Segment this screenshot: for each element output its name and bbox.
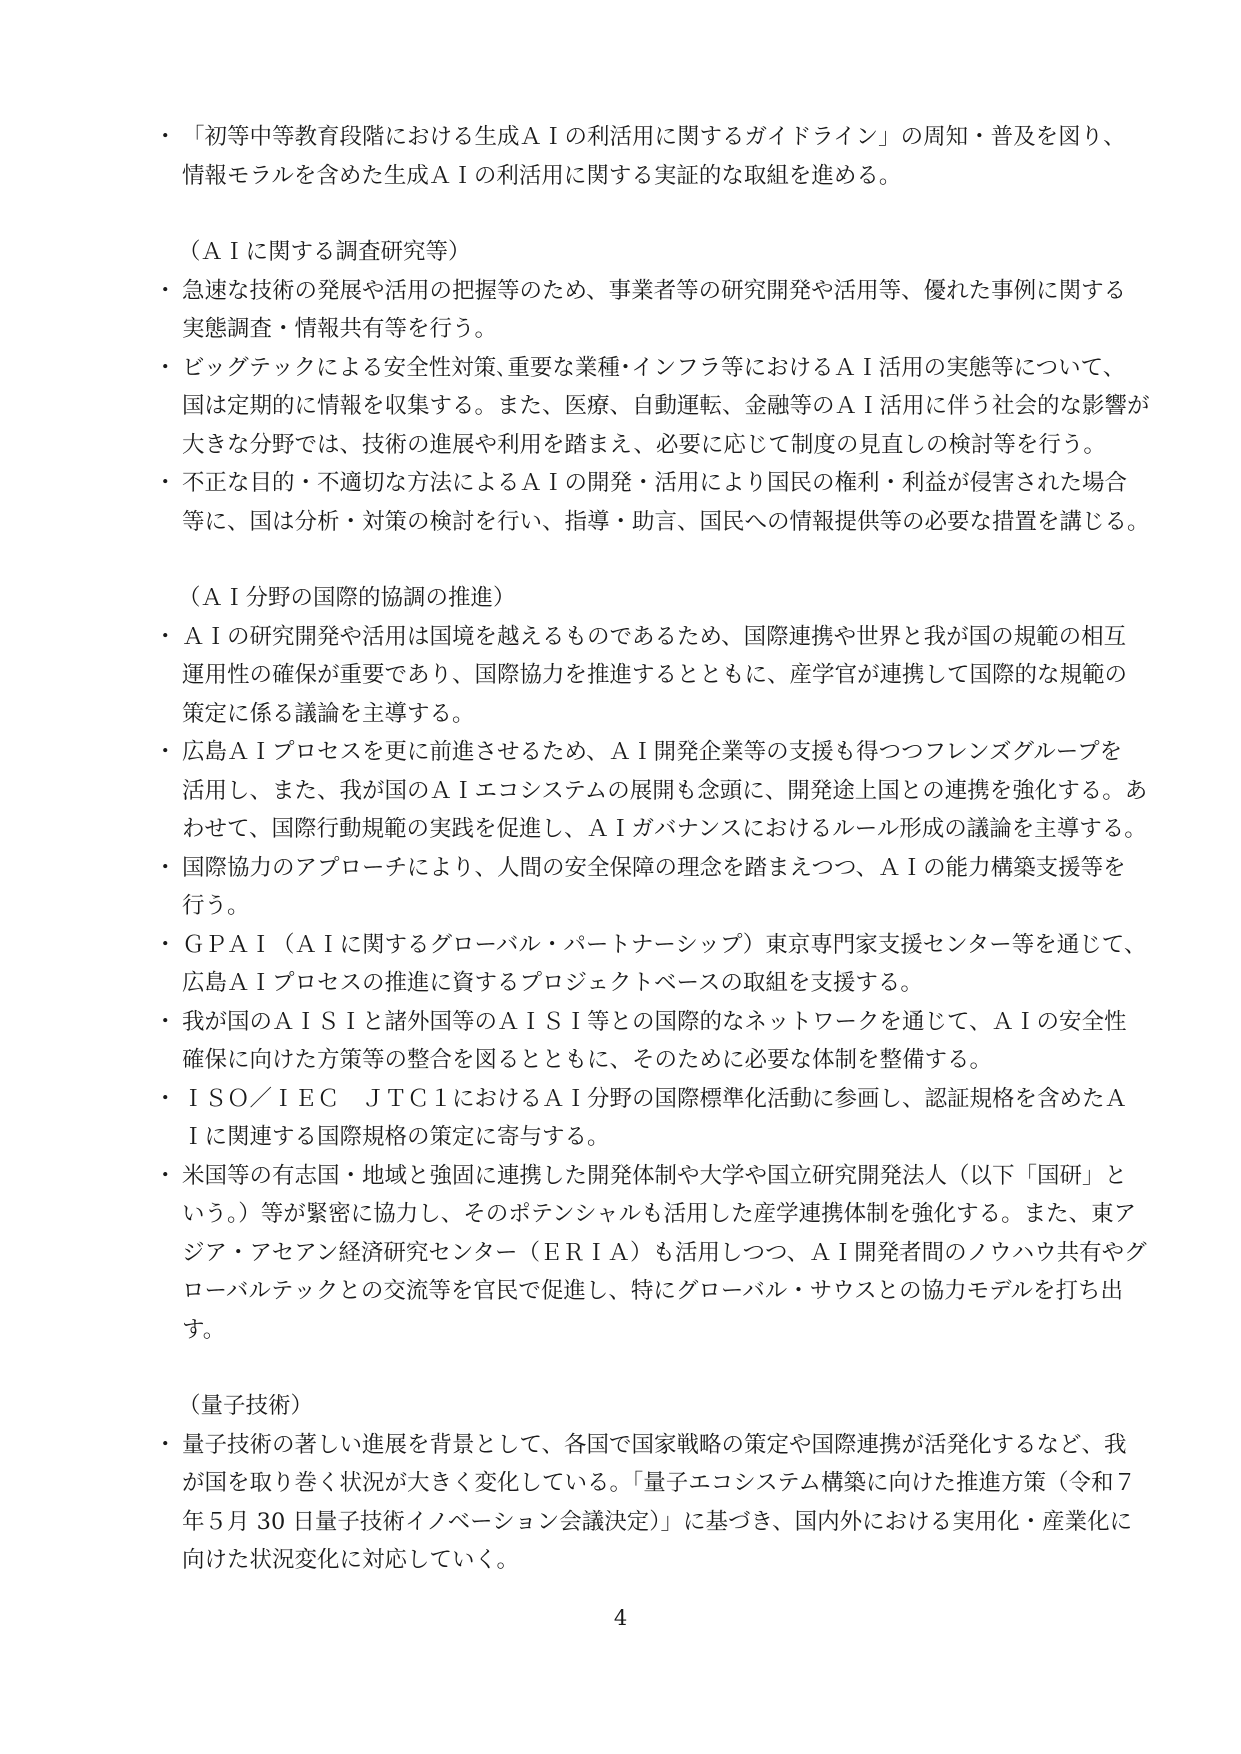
bullet-marker: ・ — [154, 931, 177, 958]
bullet-text — [182, 1003, 1150, 1080]
text-line: 行う。 — [182, 893, 250, 919]
text-line: 広島ＡＩプロセスの推進に資するプロジェクトベースの取組を支援する。 — [182, 970, 923, 996]
text-line: ローバルテックとの交流等を官民で促進し、特にグローバル・サウスとの協力モデルを打ち出 — [182, 1278, 1123, 1304]
bullet-text — [182, 118, 1150, 195]
page-number: 4 — [613, 1606, 628, 1630]
text-line: 「初等中等教育段階における生成ＡＩの利活用に関するガイドライン」の周知・普及を図り、 — [182, 124, 1126, 150]
text-line: ＧＰＡＩ（ＡＩに関するグローバル・パートナーシップ）東京専門家支援センター等を通じて、 — [182, 931, 1147, 958]
text-line: Ｉに関連する国際規格の策定に寄与する。 — [182, 1124, 610, 1150]
text-line: ＩＳＯ／ＩＥＣ ＪＴＣ１におけるＡＩ分野の国際標準化活動に参画し、認証規格を含めたＡ — [182, 1085, 1128, 1112]
bullet-item — [150, 272, 1150, 349]
bullet-marker: ・ — [154, 1008, 177, 1035]
text-line: 急速な技術の発展や活用の把握等のため、事業者等の研究開発や活用等、優れた事例に関する — [182, 277, 1127, 304]
bullet-item — [150, 618, 1150, 734]
text-line: 米国等の有志国・地域と強固に連携した開発体制や大学や国立研究開発法人（以下「国研」と — [182, 1162, 1128, 1189]
text-line: 活用し、また、我が国のＡＩエコシステムの展開も念頭に、開発途上国との連携を強化する。あ — [182, 777, 1148, 804]
text-line: 確保に向けた方策等の整合を図るとともに、そのために必要な体制を整備する。 — [182, 1047, 993, 1073]
text-line: が国を取り巻く状況が大きく変化している。「量子エコシステム構築に向けた推進方策（令和７ — [182, 1470, 1137, 1496]
text-line: 量子技術の著しい進展を背景として、各国で国家戦略の策定や国際連携が活発化するなど、我 — [182, 1431, 1127, 1458]
bullet-marker: ・ — [154, 124, 177, 150]
section-heading: （量子技術） — [178, 1393, 314, 1419]
bullet-item — [150, 733, 1150, 849]
bullet-text — [182, 733, 1150, 849]
bullet-item — [150, 464, 1150, 541]
text-line: 広島ＡＩプロセスを更に前進させるため、ＡＩ開発企業等の支援も得つつフレンズグループを — [182, 739, 1123, 765]
text-line: ビッグテックによる安全性対策､重要な業種･インフラ等におけるＡＩ活用の実態等について、 — [182, 354, 1126, 381]
bullet-item — [150, 926, 1150, 1003]
text-line: 不正な目的・不適切な方法によるＡＩの開発・活用により国民の権利・利益が侵害された場合 — [182, 470, 1128, 496]
bullet-text — [182, 272, 1150, 349]
bullet-marker: ・ — [154, 854, 177, 881]
document-body — [150, 118, 1150, 1580]
bullet-text — [182, 849, 1150, 926]
bullet-marker: ・ — [154, 354, 177, 381]
bullet-text — [182, 1080, 1150, 1157]
bullet-text — [182, 618, 1150, 734]
bullet-marker: ・ — [154, 277, 177, 304]
bullet-item — [150, 349, 1150, 465]
text-line: 情報モラルを含めた生成ＡＩの利活用に関する実証的な取組を進める。 — [182, 162, 902, 189]
text-line: 実態調査・情報共有等を行う。 — [182, 316, 498, 342]
text-line: 我が国のＡＩＳＩと諸外国等のＡＩＳＩ等との国際的なネットワークを通じて、ＡＩの安全性 — [182, 1008, 1127, 1035]
text-line: 年５月 30 日量子技術イノベーション会議決定）」に基づき、国内外における実用化・産業化に — [182, 1508, 1133, 1535]
bullet-text — [182, 464, 1150, 541]
bullet-item — [150, 1157, 1150, 1350]
bullet-marker: ・ — [154, 623, 177, 650]
text-line: ＡＩの研究開発や活用は国境を越えるものであるため、国際連携や世界と我が国の規範の相互 — [182, 623, 1127, 650]
bullet-marker: ・ — [154, 1162, 177, 1189]
text-line: す。 — [182, 1316, 226, 1343]
bullet-marker: ・ — [154, 1431, 177, 1458]
bullet-text — [182, 1426, 1150, 1580]
text-line: いう。）等が緊密に協力し、そのポテンシャルも活用した産学連携体制を強化する。また、東ア — [182, 1201, 1137, 1227]
text-line: 運用性の確保が重要であり、国際協力を推進するとともに、産学官が連携して国際的な規範の — [182, 662, 1128, 688]
bullet-text — [182, 1157, 1150, 1350]
bullet-item — [150, 118, 1150, 195]
text-line: わせて、国際行動規範の実践を促進し、ＡＩガバナンスにおけるルール形成の議論を主導する。 — [182, 816, 1147, 842]
text-line: 大きな分野では、技術の進展や利用を踏まえ、必要に応じて制度の見直しの検討等を行う。 — [182, 431, 1106, 458]
bullet-item — [150, 849, 1150, 926]
bullet-item — [150, 1426, 1150, 1580]
bullet-item — [150, 1003, 1150, 1080]
bullet-text — [182, 349, 1150, 465]
section-heading: （ＡＩ分野の国際的協調の推進） — [178, 585, 516, 611]
bullet-marker: ・ — [154, 1085, 177, 1112]
text-line: 向けた状況変化に対応していく。 — [182, 1547, 520, 1573]
bullet-marker: ・ — [154, 470, 177, 496]
text-line: 策定に係る議論を主導する。 — [182, 700, 475, 727]
text-line: ジア・アセアン経済研究センター（ＥＲＩＡ）も活用しつつ、ＡＩ開発者間のノウハウ共有やグ — [182, 1239, 1147, 1266]
bullet-item — [150, 1080, 1150, 1157]
text-line: 等に、国は分析・対策の検討を行い、指導・助言、国民への情報提供等の必要な措置を講じる。 — [182, 508, 1150, 535]
text-line: 国際協力のアプローチにより、人間の安全保障の理念を踏まえつつ、ＡＩの能力構築支援等を — [182, 854, 1126, 881]
bullet-marker: ・ — [154, 739, 177, 765]
bullet-text — [182, 926, 1150, 1003]
text-line: 国は定期的に情報を収集する。また、医療、自動運転、金融等のＡＩ活用に伴う社会的な影響が — [182, 393, 1150, 419]
section-heading: （ＡＩに関する調査研究等） — [178, 239, 471, 265]
